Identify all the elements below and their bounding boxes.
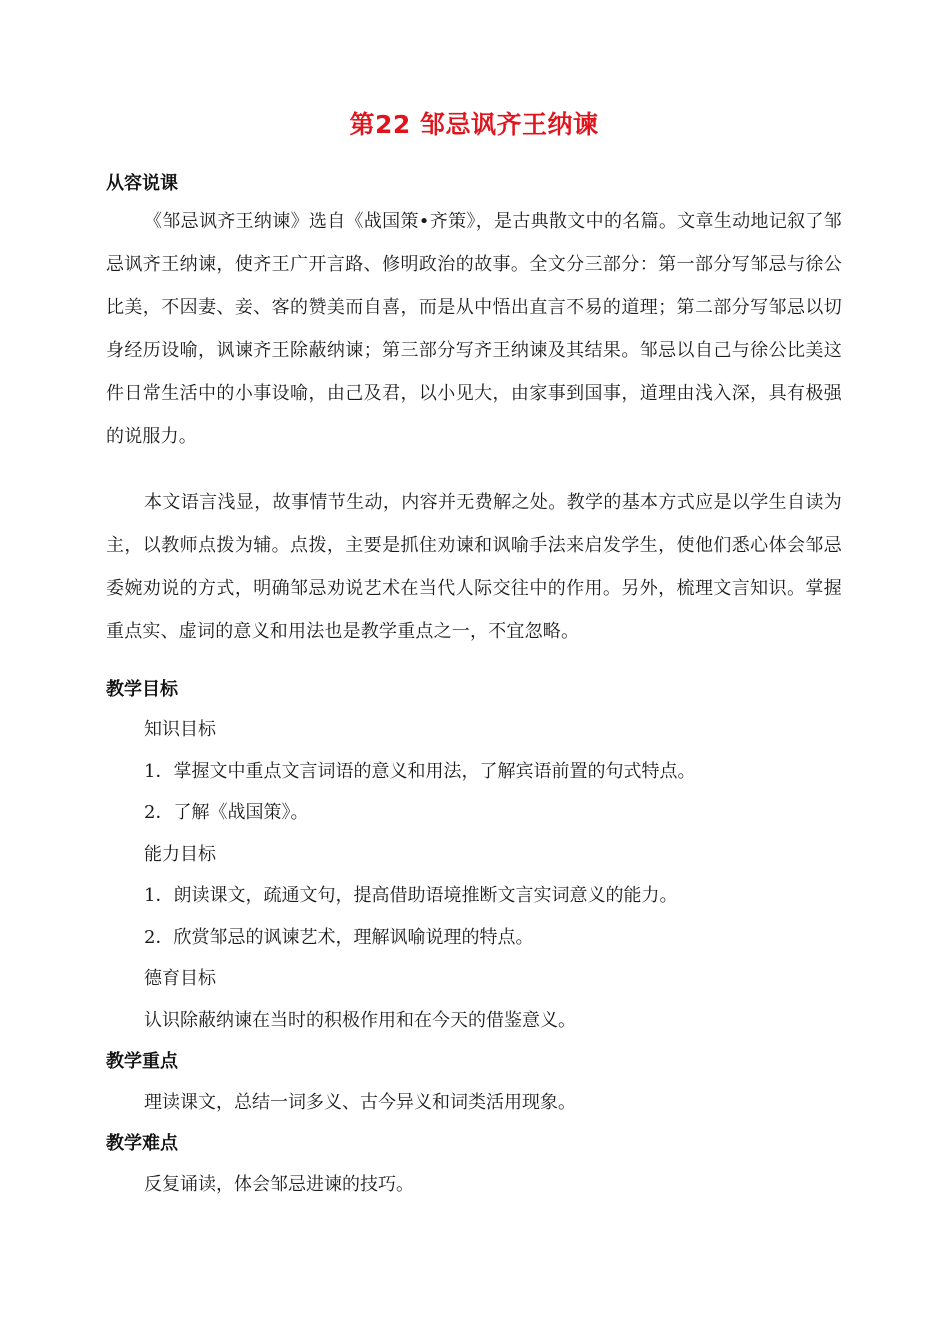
key-points-text: 理读课文，总结一词多义、古今异义和词类活用现象。 [144,1092,576,1113]
knowledge-objective-item-1: 1．掌握文中重点文言词语的意义和用法，了解宾语前置的句式特点。 [144,761,696,782]
section-heading-difficulties: 教学难点 [106,1133,178,1154]
section-heading-congrong: 从容说课 [106,173,178,194]
document-title: 第22 邹忌讽齐王纳谏 [349,110,599,139]
ability-objective-label: 能力目标 [144,844,216,865]
ability-objective-item-1: 1．朗读课文，疏通文句，提高借助语境推断文言实词意义的能力。 [144,885,678,906]
paragraph-intro: 《邹忌讽齐王纳谏》选自《战国策•齐策》，是古典散文中的名篇。文章生动地记叙了邹忌讽齐王纳谏，使齐王广开言路、修明政治的故事。全文分三部分：第一部分写邹忌与徐公比美，不因妻、妾、客的赞美而自喜，而是从中悟出直言不易的道理；第二部分写邹忌以切身经历设喻，讽谏齐王除蔽纳谏；第三部分写齐王纳谏及其结果。邹忌以自己与徐公比美这件日常生活中的小事设喻，由己及君，以小见大，由家事到国事，道理由浅入深，具有极强的说服力。 [106,211,842,447]
paragraph-method: 本文语言浅显，故事情节生动，内容并无费解之处。教学的基本方式应是以学生自读为主，以教师点拨为辅。点拨，主要是抓住劝谏和讽喻手法来启发学生，使他们悉心体会邹忌委婉劝说的方式，明确邹忌劝说艺术在当代人际交往中的作用。另外，梳理文言知识。掌握重点实、虚词的意义和用法也是教学重点之一，不宜忽略。 [106,492,842,642]
difficulties-text: 反复诵读，体会邹忌进谏的技巧。 [144,1174,414,1195]
section-heading-key-points: 教学重点 [106,1051,178,1072]
ability-objective-item-2: 2．欣赏邹忌的讽谏艺术，理解讽喻说理的特点。 [144,927,534,948]
knowledge-objective-label: 知识目标 [144,719,216,740]
moral-objective-label: 德育目标 [144,968,216,989]
section-heading-objectives: 教学目标 [106,679,178,700]
moral-objective-item-1: 认识除蔽纳谏在当时的积极作用和在今天的借鉴意义。 [144,1010,576,1031]
knowledge-objective-item-2: 2．了解《战国策》。 [144,802,309,823]
